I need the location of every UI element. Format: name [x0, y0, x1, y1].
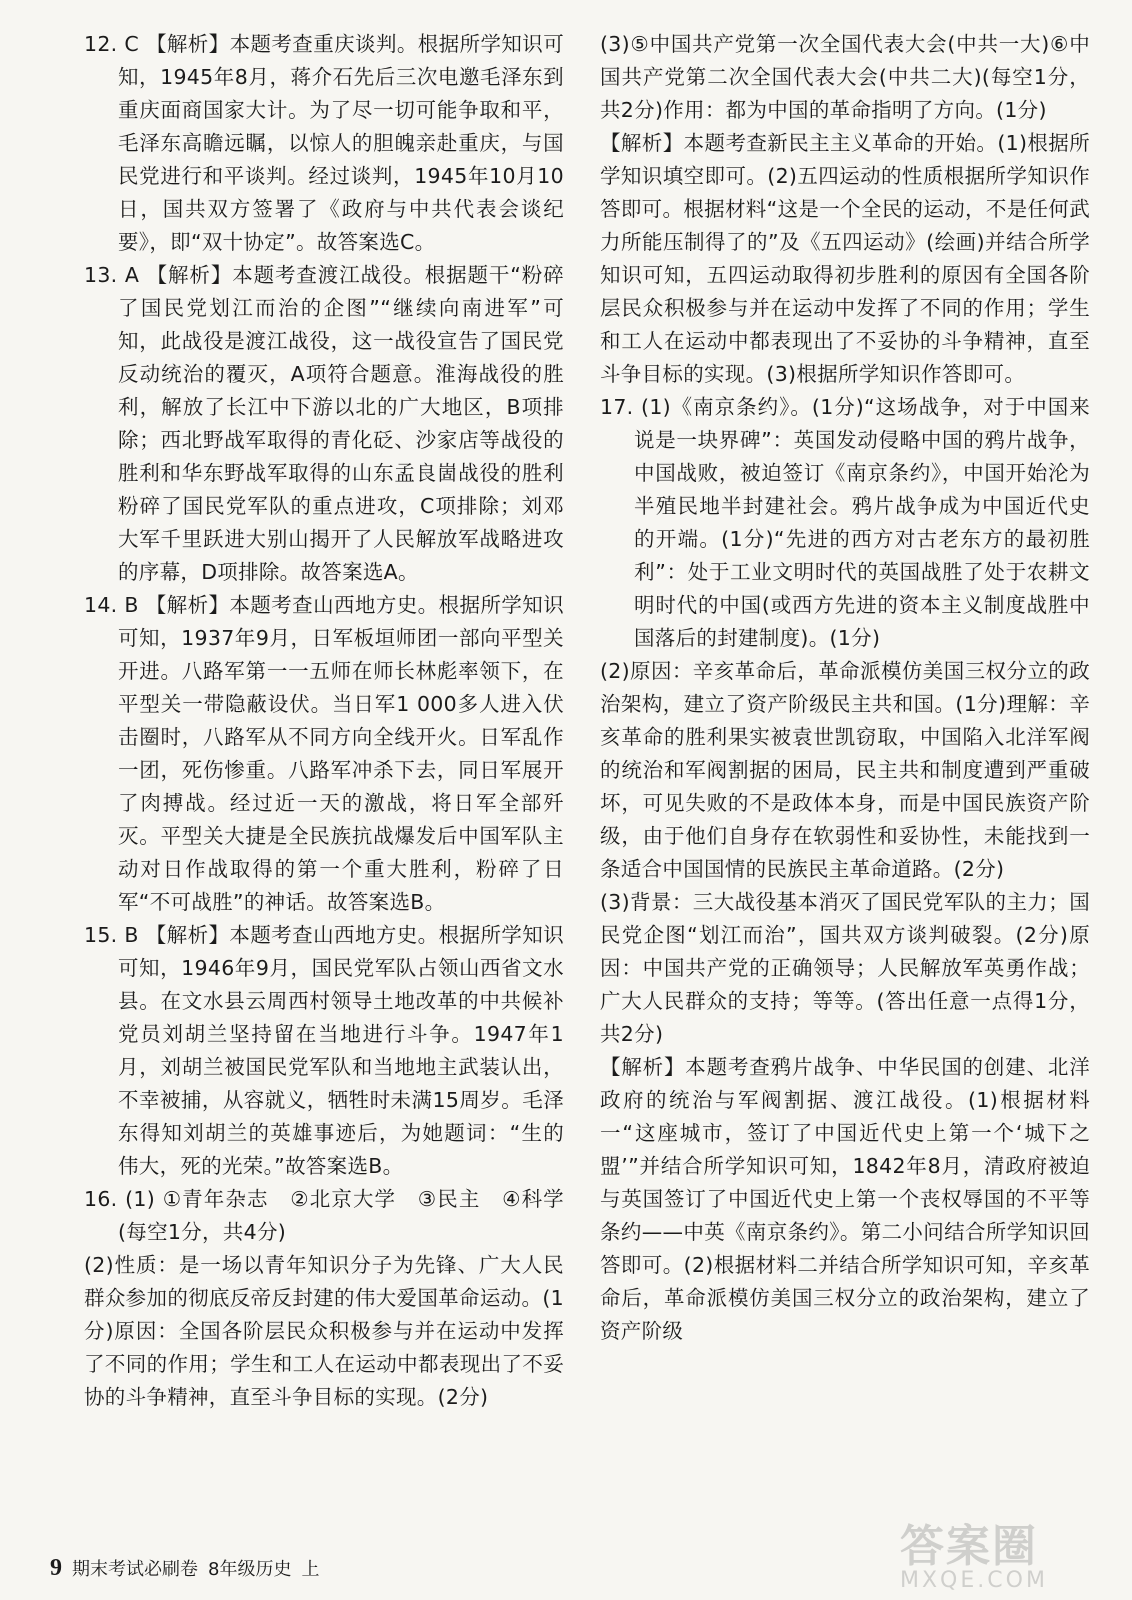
- answer-q17-part2: (2)原因：辛亥革命后，革命派模仿美国三权分立的政治架构，建立了资产阶级民主共和国。(1分)理解：辛亥革命的胜利果实被袁世凯窃取，中国陷入北洋军阀的统治和军阀割据的困局，民主共和制度遭到严重破坏，可见失败的不是政体本身，而是中国民族资产阶级，由于他们自身存在软弱性和妥协性，未能找到一条适合中国国情的民族民主革命道路。(2分): [600, 659, 1090, 881]
- watermark-line1: 答案圈: [900, 1521, 1038, 1572]
- analysis-q16: 【解析】本题考查新民主主义革命的开始。(1)根据所学知识填空即可。(2)五四运动的性质根据所学知识作答即可。根据材料“这是一个全民的运动，不是任何武力所能压制得了的”及《五四运动》(绘画)并结合所学知识可知，五四运动取得初步胜利的原因有全国各阶层民众积极参与并在运动中发挥了不同的作用；学生和工人在运动中都表现出了不妥协的斗争精神，直至斗争目标的实现。(3)根据所学知识作答即可。: [600, 131, 1090, 386]
- volume: 上: [301, 1559, 320, 1580]
- answer-q17-part3: (3)背景：三大战役基本消灭了国民党军队的主力；国民党企图“划江而治”，国共双方谈判破裂。(2分)原因：中国共产党的正确领导；人民解放军英勇作战；广大人民群众的支持；等等。(答出任意一点得1分，共2分): [600, 890, 1090, 1046]
- book-title: 期末考试必刷卷: [72, 1559, 198, 1580]
- page-number: 9: [50, 1555, 62, 1581]
- answer-q16-part2: (2)性质：是一场以青年知识分子为先锋、广大人民群众参加的彻底反帝反封建的伟大爱国革命运动。(1分)原因：全国各阶层民众积极参与并在运动中发挥了不同的作用；学生和工人在运动中都表现出了不妥协的斗争精神，直至斗争目标的实现。(2分): [84, 1253, 564, 1409]
- watermark-line2: MXQE.COM: [900, 1568, 1048, 1593]
- answer-q13: 13. A 【解析】本题考查渡江战役。根据题干“粉碎了国民党划江而治的企图”“继续向南进军”可知，此战役是渡江战役，这一战役宣告了国民党反动统治的覆灭，A项符合题意。淮海战役的胜利，解放了长江中下游以北的广大地区，B项排除；西北野战军取得的青化砭、沙家店等战役的胜利和华东野战军取得的山东孟良崮战役的胜利粉碎了国民党军队的重点进攻，C项排除；刘邓大军千里跃进大别山揭开了人民解放军战略进攻的序幕，D项排除。故答案选A。: [84, 263, 564, 584]
- right-column: [600, 28, 1090, 1348]
- answer-q16-part1: 16. (1) ①青年杂志 ②北京大学 ③民主 ④科学(每空1分，共4分): [84, 1187, 564, 1244]
- answer-q15: 15. B 【解析】本题考查山西地方史。根据所学知识可知，1946年9月，国民党军队占领山西省文水县。在文水县云周西村领导土地改革的中共候补党员刘胡兰坚持留在当地进行斗争。1947年1月，刘胡兰被国民党军队和当地地主武装认出，不幸被捕，从容就义，牺牲时未满15周岁。毛泽东得知刘胡兰的英雄事迹后，为她题词：“生的伟大，死的光荣。”故答案选B。: [84, 923, 564, 1178]
- answer-q17-part1: 17. (1)《南京条约》。(1分)“这场战争，对于中国来说是一块界碑”：英国发动侵略中国的鸦片战争，中国战败，被迫签订《南京条约》，中国开始沦为半殖民地半封建社会。鸦片战争成为中国近代史的开端。(1分)“先进的西方对古老东方的最初胜利”：处于工业文明时代的英国战胜了处于农耕文明时代的中国(或西方先进的资本主义制度战胜中国落后的封建制度)。(1分): [600, 395, 1090, 650]
- watermark-logo: [900, 1510, 1110, 1593]
- page-footer: [50, 1555, 319, 1582]
- answer-q12: 12. C 【解析】本题考查重庆谈判。根据所学知识可知，1945年8月，蒋介石先后三次电邀毛泽东到重庆面商国家大计。为了尽一切可能争取和平，毛泽东高瞻远瞩，以惊人的胆魄亲赴重庆，与国民党进行和平谈判。经过谈判，1945年10月10日，国共双方签署了《政府与中共代表会谈纪要》，即“双十协定”。故答案选C。: [84, 32, 564, 254]
- answer-q14: 14. B 【解析】本题考查山西地方史。根据所学知识可知，1937年9月，日军板垣师团一部向平型关开进。八路军第一一五师在师长林彪率领下，在平型关一带隐蔽设伏。当日军1 000多人进入伏击圈时，八路军从不同方向全线开火。日军乱作一团，死伤惨重。八路军冲杀下去，同日军展开了肉搏战。经过近一天的激战，将日军全部歼灭。平型关大捷是全民族抗战爆发后中国军队主动对日作战取得的第一个重大胜利，粉碎了日军“不可战胜”的神话。故答案选B。: [84, 593, 564, 914]
- analysis-q17: 【解析】本题考查鸦片战争、中华民国的创建、北洋政府的统治与军阀割据、渡江战役。(1)根据材料一“这座城市，签订了中国近代史上第一个‘城下之盟’”并结合所学知识可知，1842年8月，清政府被迫与英国签订了中国近代史上第一个丧权辱国的不平等条约——中英《南京条约》。第二小问结合所学知识回答即可。(2)根据材料二并结合所学知识可知，辛亥革命后，革命派模仿美国三权分立的政治架构，建立了资产阶级: [600, 1055, 1090, 1343]
- grade-subject: 8年级历史: [208, 1559, 292, 1580]
- left-column: [84, 28, 564, 1414]
- answer-q16-part3: (3)⑤中国共产党第一次全国代表大会(中共一大)⑥中国共产党第二次全国代表大会(中共二大)(每空1分，共2分)作用：都为中国的革命指明了方向。(1分): [600, 32, 1090, 122]
